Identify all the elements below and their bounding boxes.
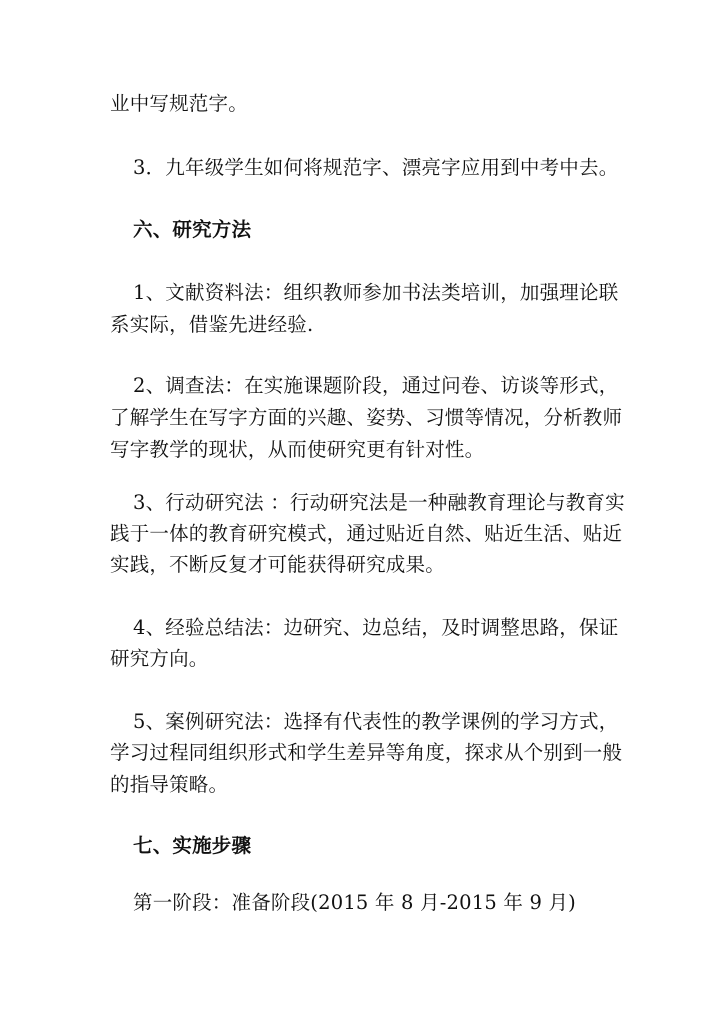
method-5-line-1: 5、案例研究法：选择有代表性的教学课例的学习方式， (133, 710, 619, 733)
method-5-line-2: 学习过程同组织形式和学生差异等角度，探求从个别到一般 (110, 741, 623, 764)
method-2-line-1: 2、调查法：在实施课题阶段，通过问卷、访谈等形式， (133, 374, 619, 397)
method-4-line-2: 研究方向。 (110, 647, 209, 670)
method-3-line-3: 实践，不断反复才可能获得研究成果。 (110, 553, 445, 576)
method-3-line-2: 践于一体的教育研究模式，通过贴近自然、贴近生活、贴近 (110, 522, 623, 545)
list-item-3: 3．九年级学生如何将规范字、漂亮字应用到中考中去。 (133, 156, 619, 179)
section-heading-implementation-steps: 七、实施步骤 (133, 834, 252, 857)
method-3-line-1: 3、行动研究法 ：行动研究法是一种融教育理论与教育实 (133, 491, 625, 514)
method-1-line-1: 1、文献资料法：组织教师参加书法类培训，加强理论联 (133, 281, 619, 304)
method-2-line-2: 了解学生在写字方面的兴趣、姿势、习惯等情况，分析教师 (110, 406, 623, 429)
section-heading-research-methods: 六、研究方法 (133, 218, 252, 241)
method-4-line-1: 4、经验总结法：边研究、边总结，及时调整思路，保证 (133, 616, 619, 639)
method-5-line-3: 的指导策略。 (110, 773, 229, 796)
method-2-line-3: 写字教学的现状，从而使研究更有针对性。 (110, 438, 485, 461)
stage-1-text: 第一阶段：准备阶段(2015 年 8 月-2015 年 9 月) (133, 891, 576, 914)
method-1-line-2: 系实际，借鉴先进经验. (110, 313, 314, 336)
continuation-text: 业中写规范字。 (110, 92, 248, 115)
